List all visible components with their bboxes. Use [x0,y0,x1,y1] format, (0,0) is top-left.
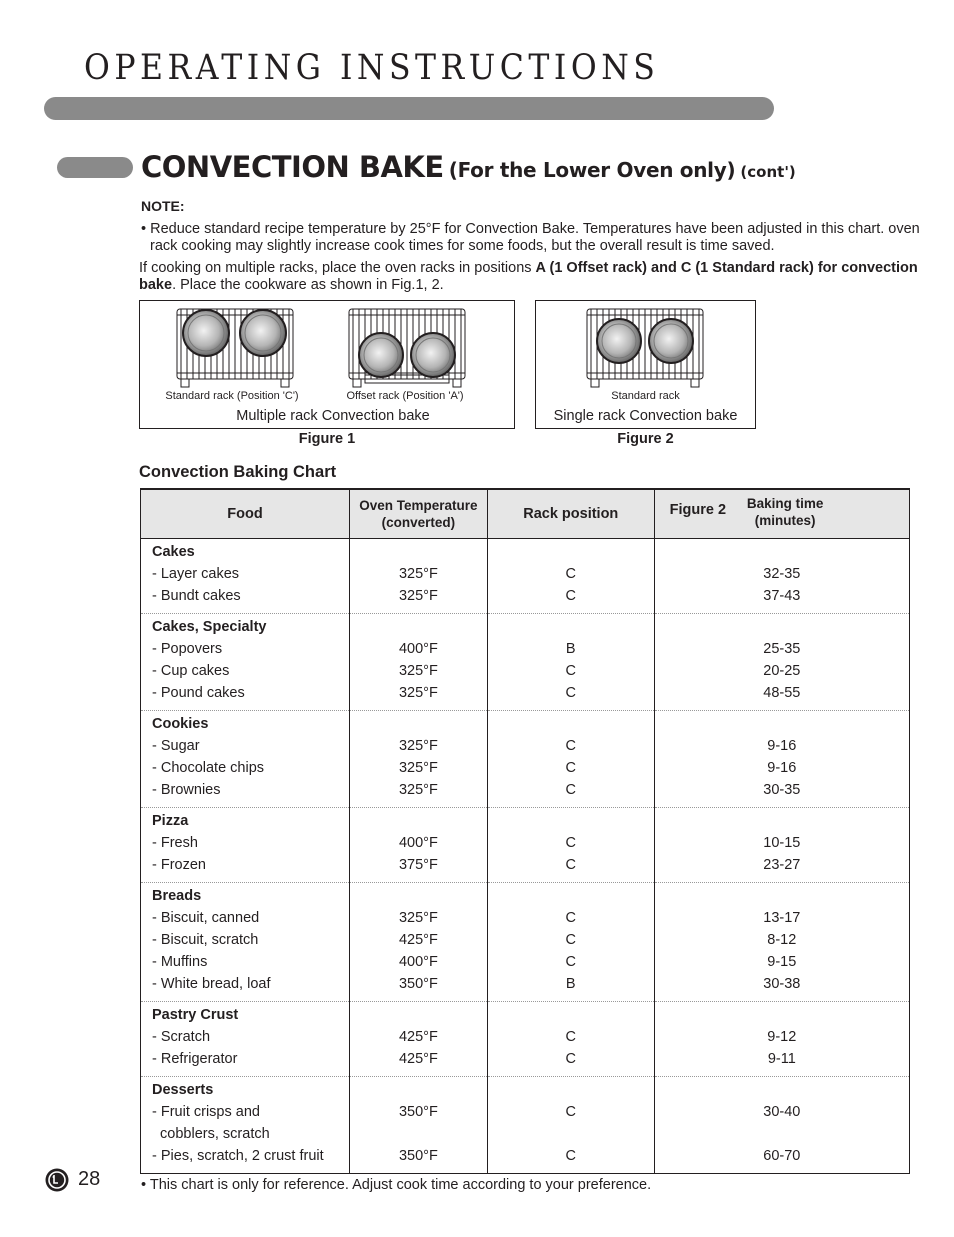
food-cell [141,614,350,711]
spacer [659,541,905,563]
footnote: • This chart is only for reference. Adjust cook time according to your preference. [141,1177,652,1193]
baking-time-value: 10-15 [763,835,801,851]
rack-position-cell [487,808,654,883]
section-heading [141,150,796,184]
food-category: Desserts [152,1082,214,1098]
rack-position-cell [487,883,654,1002]
table-row [141,711,910,808]
section-title-cont: (cont') [740,163,796,181]
offset-rack-illustration [345,303,469,391]
food-cell [141,539,350,614]
food-cell [141,1002,350,1077]
temperature-cell [349,1077,487,1174]
lg-logo-icon [45,1168,69,1192]
temperature-value: 400°F [398,835,438,851]
spacer [659,810,905,832]
baking-time-cell [654,1002,909,1077]
rack-position-value: C [565,738,576,754]
food-item: - Brownies [152,782,221,798]
food-item: - Bundt cakes [152,588,241,604]
rack-position-value: B [565,976,576,992]
table-row [141,1002,910,1077]
spacer [492,541,650,563]
spacer [659,1004,905,1026]
rack-position-cell [487,539,654,614]
section-pill-marker [57,157,133,178]
rack-position-value: C [565,1148,576,1164]
figure-1-caption: Multiple rack Convection bake [236,408,430,424]
food-cell [141,711,350,808]
food-item: - Biscuit, scratch [152,932,259,948]
rack-position-value: C [565,910,576,926]
section-title-main: CONVECTION BAKE [141,150,444,184]
title-bar-divider [44,97,774,120]
figure-1-box [139,300,515,429]
baking-time-value: 32-35 [763,566,801,582]
page-number: 28 [78,1168,101,1190]
rack-position-cell [487,1077,654,1174]
temperature-value: 400°F [398,954,438,970]
food-item: - Pies, scratch, 2 crust fruit [152,1148,324,1164]
header-time-block [743,495,828,530]
food-item: - Chocolate chips [152,760,265,776]
temperature-value: 325°F [398,738,438,754]
spacer [354,616,483,638]
note-bullet [141,221,921,255]
rack-position-value: C [565,835,576,851]
rack-position-value: C [565,1104,576,1120]
standard-rack-illustration [173,303,297,391]
spacer [659,713,905,735]
temperature-value: 325°F [398,910,438,926]
standard-rack-caption-2: Standard rack [611,390,680,402]
rack-position-value: C [565,760,576,776]
temperature-value: 350°F [398,976,438,992]
figure-2-label: Figure 2 [617,431,674,447]
baking-time-cell [654,1077,909,1174]
temperature-value: 325°F [398,588,438,604]
baking-time-value: 9-15 [767,954,797,970]
temperature-value: 400°F [398,641,438,657]
food-item: - Frozen [152,857,206,873]
baking-time-value: 20-25 [763,663,801,679]
rack-position-cell [487,1002,654,1077]
spacer [354,1004,483,1026]
spacer [492,1004,650,1026]
rack-position-value: C [565,1029,576,1045]
header-rack-position: Rack position [487,489,654,539]
temperature-value: 350°F [398,1104,438,1120]
header-time-line2: (minutes) [754,513,816,528]
spacer [492,713,650,735]
rack-position-value [492,1123,650,1145]
rack-position-value: C [565,857,576,873]
spacer [659,616,905,638]
header-time-line1: Baking time [746,496,824,511]
rack-position-cell [487,711,654,808]
table-row [141,808,910,883]
baking-time-cell [654,539,909,614]
rack-position-value: C [565,685,576,701]
multi-rack-instructions [139,260,919,294]
baking-time-value: 13-17 [763,910,801,926]
rack-position-value: C [565,588,576,604]
header-oven-temperature [349,489,487,539]
temperature-value: 325°F [398,685,438,701]
baking-time-cell [654,883,909,1002]
temperature-value: 425°F [398,932,438,948]
food-item: - Pound cakes [152,685,245,701]
spacer [492,810,650,832]
temperature-cell [349,539,487,614]
temperature-value: 350°F [398,1148,438,1164]
food-category: Pastry Crust [152,1007,239,1023]
food-item: - Muffins [152,954,208,970]
multi-rack-bold: A (1 Offset rack) and C (1 Standard rack) for convection bake [139,260,918,293]
baking-time-value: 30-40 [763,1104,801,1120]
temperature-value: 375°F [398,857,438,873]
food-item: - Fruit crisps and [152,1104,260,1120]
temperature-value: 425°F [398,1051,438,1067]
temperature-cell [349,883,487,1002]
header-temp-line1: Oven Temperature [359,498,478,513]
food-item: - White bread, loaf [152,976,271,992]
temperature-value: 325°F [398,663,438,679]
temperature-value: 325°F [398,566,438,582]
table-row [141,614,910,711]
baking-time-value: 37-43 [763,588,801,604]
section-title-sub: (For the Lower Oven only) [448,158,736,182]
food-item: - Scratch [152,1029,211,1045]
rack-position-value: C [565,954,576,970]
header-temp-line2: (converted) [381,515,456,530]
food-category: Cookies [152,716,209,732]
food-item: - Layer cakes [152,566,240,582]
rack-position-value: C [565,1051,576,1067]
baking-time-value: 9-16 [767,760,797,776]
food-category: Cakes [152,544,195,560]
baking-time-value: 30-35 [763,782,801,798]
rack-position-value: C [565,782,576,798]
note-bullet-text: • Reduce standard recipe temperature by 25°F for Convection Bake. Temperatures have been adjusted in this chart. oven rack cooking may slightly increase cook times for some foods, but the overall result is time saved. [141,221,920,254]
rack-position-value: C [565,566,576,582]
spacer [659,1079,905,1101]
note-label: NOTE: [141,198,185,214]
food-cell [141,883,350,1002]
food-item: cobblers, scratch [152,1126,270,1142]
spacer [492,885,650,907]
table-row [141,1077,910,1174]
spacer [354,713,483,735]
baking-time-value: 30-38 [763,976,801,992]
temperature-cell [349,614,487,711]
temperature-cell [349,711,487,808]
baking-time-value: 48-55 [763,685,801,701]
figure-1-label: Figure 1 [298,431,356,447]
spacer [354,1079,483,1101]
baking-time-value: 9-11 [767,1051,796,1067]
food-item: - Biscuit, canned [152,910,260,926]
table-body [141,539,910,1174]
food-category: Cakes, Specialty [152,619,267,635]
food-category: Breads [152,888,202,904]
rack-position-value: C [565,663,576,679]
spacer [354,541,483,563]
temperature-cell [349,1002,487,1077]
food-item: - Cup cakes [152,663,230,679]
rack-position-value: B [565,641,576,657]
baking-time-value: 23-27 [763,857,801,873]
food-item: - Refrigerator [152,1051,238,1067]
baking-time-cell [654,614,909,711]
spacer [492,1079,650,1101]
temperature-value: 325°F [398,782,438,798]
header-food: Food [141,489,350,539]
spacer [354,810,483,832]
baking-time-value [659,1123,905,1145]
temperature-value [354,1123,483,1145]
baking-time-value: 9-12 [767,1029,797,1045]
figure-2-caption: Single rack Convection bake [553,408,738,424]
food-item: - Sugar [152,738,200,754]
temperature-value: 425°F [398,1029,438,1045]
multi-rack-post: . Place the cookware as shown in Fig.1, 2. [172,277,444,293]
multi-rack-pre: If cooking on multiple racks, place the oven racks in positions [139,260,536,276]
food-category: Pizza [152,813,189,829]
table-row [141,883,910,1002]
baking-time-value: 25-35 [763,641,801,657]
rack-position-value: C [565,932,576,948]
standard-rack-caption: Standard rack (Position 'C') [165,390,299,402]
single-rack-illustration [583,303,707,391]
temperature-cell [349,808,487,883]
spacer [354,885,483,907]
temperature-value: 325°F [398,760,438,776]
header-figure-label: Figure 2 [669,502,727,518]
chart-title: Convection Baking Chart [139,463,337,481]
food-cell [141,808,350,883]
food-item: - Fresh [152,835,198,851]
page-title: OPERATING INSTRUCTIONS [84,48,660,88]
rack-position-cell [487,614,654,711]
baking-time-value: 8-12 [767,932,797,948]
spacer [492,616,650,638]
convection-baking-table [140,488,910,1174]
offset-rack-caption: Offset rack (Position 'A') [346,390,464,402]
table-row [141,539,910,614]
food-cell [141,1077,350,1174]
baking-time-cell [654,808,909,883]
food-item: - Popovers [152,641,223,657]
baking-time-cell [654,711,909,808]
spacer [659,885,905,907]
figure-2-box [535,300,756,429]
table-header-row [141,489,910,539]
baking-time-value: 9-16 [767,738,797,754]
header-baking-time [654,489,909,539]
baking-time-value: 60-70 [763,1148,801,1164]
